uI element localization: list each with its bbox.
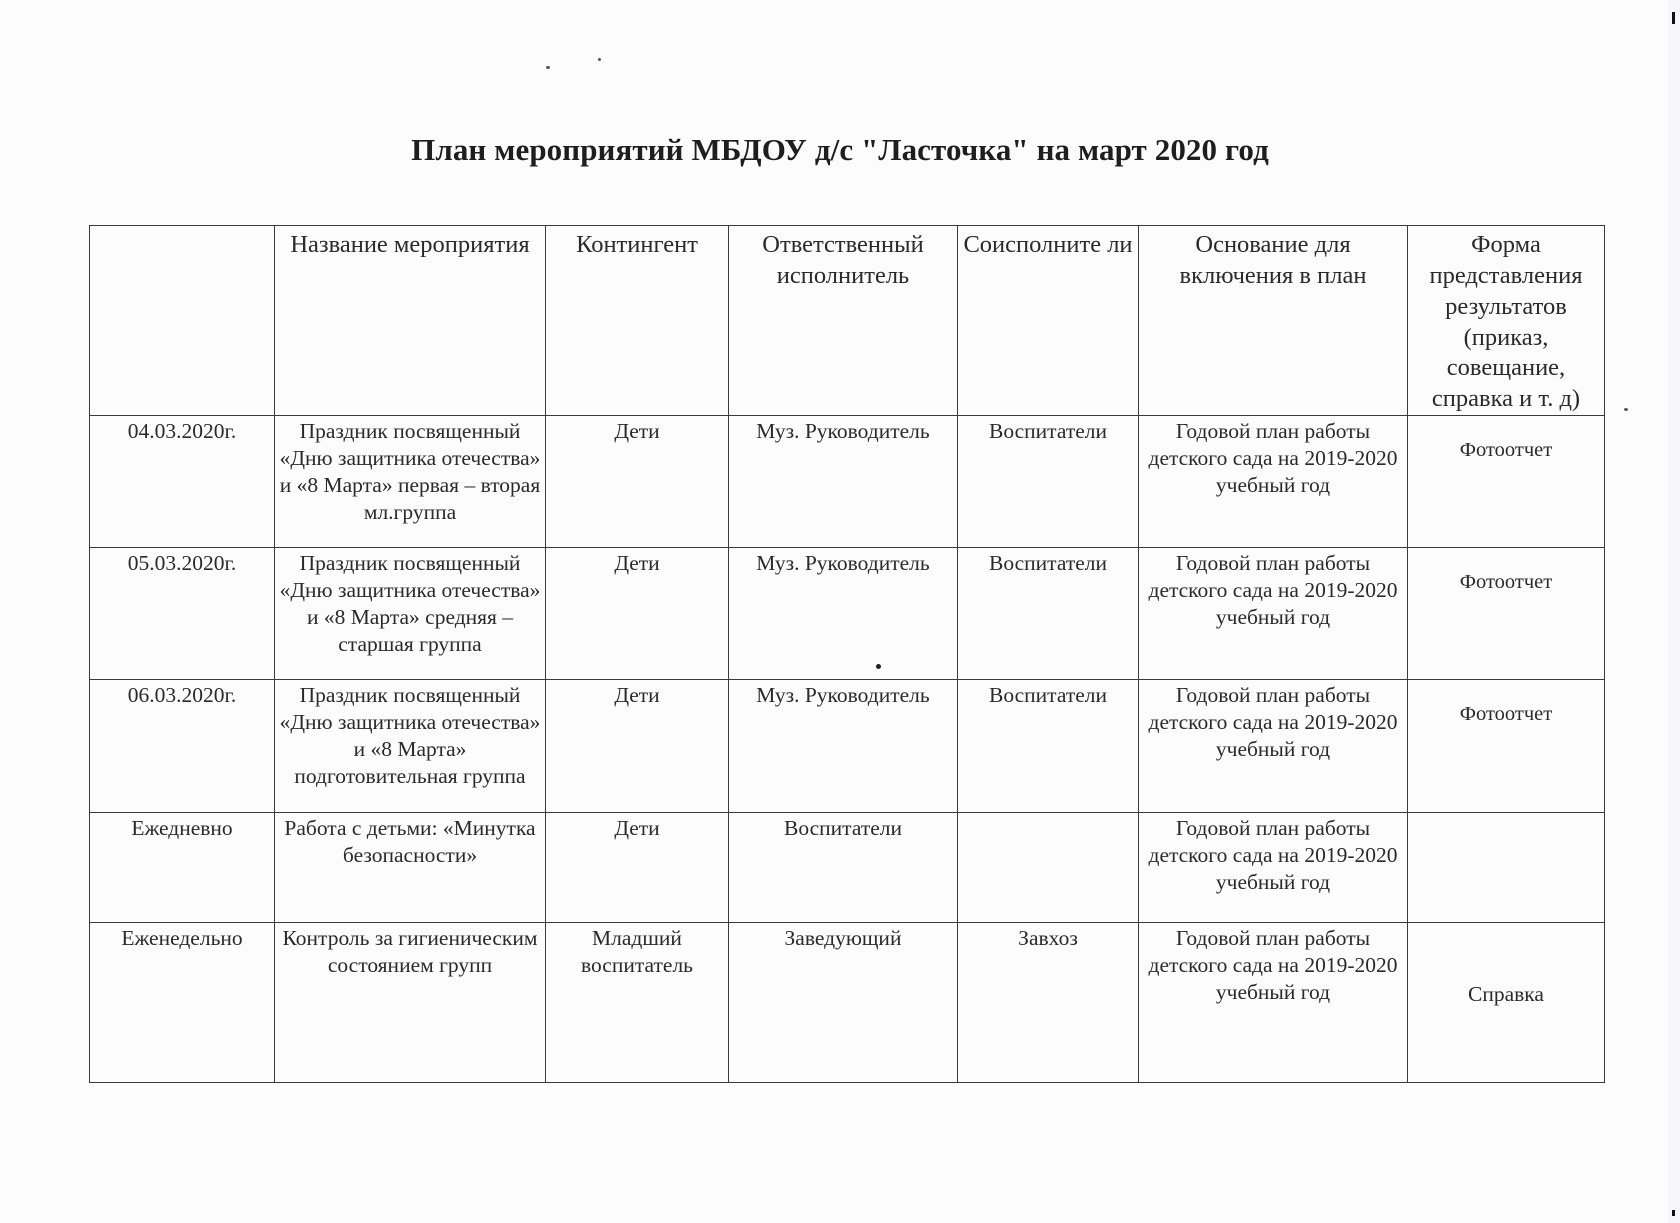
cell-contingent: Дети [546, 416, 729, 548]
scan-speck [1624, 408, 1628, 411]
cell-event: Праздник посвященный «Дню защитника отечества» и «8 Марта» первая – вторая мл.группа [275, 416, 546, 548]
header-event-name: Название мероприятия [275, 226, 546, 416]
document-title: План мероприятий МБДОУ д/с "Ласточка" на март 2020 год [411, 132, 1269, 167]
cell-co-executors: Воспитатели [958, 548, 1139, 680]
scan-edge-mark [1672, 1210, 1675, 1216]
scan-speck [876, 664, 881, 669]
header-responsible: Ответственный исполнитель [729, 226, 958, 416]
cell-basis: Годовой план работы детского сада на 2019-2020 учебный год [1139, 416, 1408, 548]
table-header-row [90, 226, 1605, 416]
cell-event: Контроль за гигиеническим состоянием групп [275, 923, 546, 1083]
cell-responsible: Муз. Руководитель [729, 416, 958, 548]
header-co-executors: Соисполните ли [958, 226, 1139, 416]
table-row [90, 548, 1605, 680]
cell-co-executors: Воспитатели [958, 680, 1139, 813]
cell-co-executors: Воспитатели [958, 416, 1139, 548]
cell-result-form [1408, 813, 1605, 923]
cell-result-form: Справка [1408, 923, 1605, 1083]
table-row [90, 680, 1605, 813]
cell-event: Праздник посвященный «Дню защитника отечества» и «8 Марта» средняя – старшая группа [275, 548, 546, 680]
table-row [90, 923, 1605, 1083]
scan-speck [546, 66, 550, 69]
cell-responsible: Муз. Руководитель [729, 548, 958, 680]
header-result-form: Форма представления результатов (приказ, совещание, справка и т. д) [1408, 226, 1605, 416]
cell-result-form: Фотоотчет [1408, 680, 1605, 813]
cell-responsible: Муз. Руководитель [729, 680, 958, 813]
cell-contingent: Дети [546, 813, 729, 923]
cell-basis: Годовой план работы детского сада на 2019-2020 учебный год [1139, 548, 1408, 680]
cell-responsible: Заведующий [729, 923, 958, 1083]
events-plan-table [89, 225, 1605, 1083]
cell-contingent: Дети [546, 680, 729, 813]
cell-date: 06.03.2020г. [90, 680, 275, 813]
header-date [90, 226, 275, 416]
table-row [90, 416, 1605, 548]
cell-date: Ежедневно [90, 813, 275, 923]
cell-contingent: Младший воспитатель [546, 923, 729, 1083]
scan-edge-mark [1672, 12, 1675, 24]
scan-speck [598, 58, 601, 61]
header-basis: Основание для включения в план [1139, 226, 1408, 416]
cell-co-executors [958, 813, 1139, 923]
cell-basis: Годовой план работы детского сада на 2019-2020 учебный год [1139, 680, 1408, 813]
cell-date: Еженедельно [90, 923, 275, 1083]
cell-date: 04.03.2020г. [90, 416, 275, 548]
cell-result-form: Фотоотчет [1408, 548, 1605, 680]
cell-basis: Годовой план работы детского сада на 2019-2020 учебный год [1139, 813, 1408, 923]
cell-basis: Годовой план работы детского сада на 2019-2020 учебный год [1139, 923, 1408, 1083]
header-contingent: Контингент [546, 226, 729, 416]
cell-date: 05.03.2020г. [90, 548, 275, 680]
cell-contingent: Дети [546, 548, 729, 680]
cell-responsible: Воспитатели [729, 813, 958, 923]
cell-event: Работа с детьми: «Минутка безопасности» [275, 813, 546, 923]
cell-event: Праздник посвященный «Дню защитника отечества» и «8 Марта» подготовительная группа [275, 680, 546, 813]
cell-co-executors: Завхоз [958, 923, 1139, 1083]
table-row [90, 813, 1605, 923]
cell-result-form: Фотоотчет [1408, 416, 1605, 548]
